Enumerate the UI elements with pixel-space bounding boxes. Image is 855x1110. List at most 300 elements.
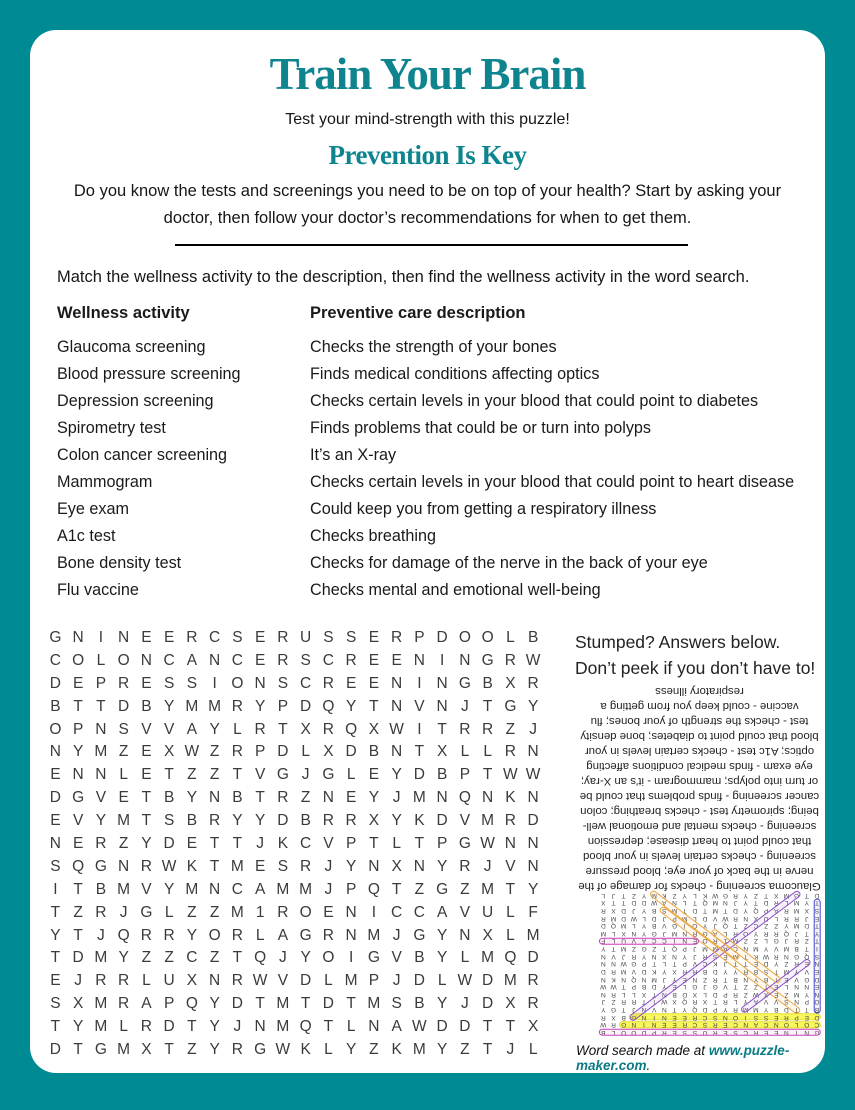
grid-letter: L — [233, 720, 242, 738]
key-letter: R — [600, 914, 606, 922]
grid-letter: V — [391, 949, 402, 967]
key-letter: K — [753, 952, 759, 960]
key-letter: Q — [692, 1006, 698, 1014]
key-letter: D — [702, 914, 708, 922]
grid-letter: W — [184, 743, 200, 761]
key-letter: T — [814, 937, 819, 945]
key-letter: R — [702, 952, 708, 960]
grid-letter: R — [95, 835, 107, 853]
grid-letter: N — [209, 880, 221, 898]
key-letter: J — [611, 891, 616, 899]
key-highlight-fluvaccine — [599, 937, 699, 944]
grid-letter: E — [391, 651, 402, 669]
key-letter: A — [774, 907, 779, 914]
grid-letter: N — [345, 903, 357, 921]
key-letter: I — [673, 937, 676, 945]
key-letter: E — [753, 960, 759, 968]
grid-letter: Z — [300, 789, 311, 807]
grid-letter: M — [367, 926, 381, 944]
grid-letter: M — [276, 995, 290, 1013]
key-letter: N — [804, 983, 810, 991]
grid-letter: R — [504, 743, 516, 761]
key-letter: R — [611, 1021, 616, 1029]
grid-row — [44, 696, 545, 719]
grid-letter: Y — [391, 766, 402, 784]
key-letter: N — [641, 975, 647, 983]
key-letter: R — [692, 929, 698, 937]
key-letter: N — [692, 975, 698, 983]
grid-letter: Y — [186, 789, 198, 807]
grid-letter: T — [187, 1018, 197, 1036]
key-letter: T — [733, 922, 738, 930]
key-letter: M — [793, 922, 800, 930]
key-letter: R — [621, 998, 627, 1006]
stumped-line2: Don’t peek if you don’t have to! — [575, 658, 816, 678]
key-letter: T — [753, 899, 758, 907]
key-letter: Z — [743, 922, 748, 930]
key-letter: L — [774, 914, 779, 922]
key-letter: X — [641, 990, 647, 998]
key-letter: M — [671, 907, 678, 914]
grid-letter: O — [49, 720, 62, 738]
key-letter: V — [804, 968, 809, 975]
grid-letter: Y — [527, 880, 539, 898]
grid-letter: R — [345, 812, 357, 830]
key-letter: Q — [783, 929, 789, 937]
key-letter: J — [632, 907, 636, 914]
grid-letter: T — [73, 926, 83, 944]
key-letter: D — [814, 975, 820, 983]
grid-letter: L — [324, 1041, 333, 1059]
grid-letter: Z — [369, 1041, 379, 1059]
key-letter: I — [816, 945, 818, 953]
key-letter: E — [723, 1029, 728, 1036]
grid-letter: Z — [209, 949, 220, 967]
key-letter: Q — [804, 952, 810, 960]
match-table — [57, 300, 807, 604]
grid-letter: C — [49, 651, 61, 669]
key-letter: V — [794, 975, 799, 983]
grid-letter: J — [483, 857, 492, 875]
key-letter: N — [600, 990, 606, 998]
grid-letter: V — [459, 903, 471, 921]
grid-letter: I — [53, 880, 58, 898]
wellness-activity: Depression screening — [57, 392, 214, 410]
grid-letter: X — [163, 743, 175, 761]
key-letter: M — [671, 929, 678, 937]
grid-letter: Y — [345, 1041, 357, 1059]
grid-letter: P — [163, 995, 175, 1013]
grid-letter: J — [74, 972, 82, 990]
key-letter: Z — [804, 937, 809, 945]
grid-letter: M — [117, 812, 131, 830]
key-letter: G — [671, 922, 678, 930]
grid-letter: M — [503, 972, 517, 990]
grid-letter: M — [526, 926, 540, 944]
grid-letter: K — [391, 1041, 402, 1059]
care-description: Checks for damage of the nerve in the back of your eye — [310, 554, 708, 572]
key-letter: O — [692, 922, 698, 930]
grid-letter: X — [300, 720, 311, 738]
grid-letter: T — [482, 1018, 493, 1036]
grid-letter: N — [209, 651, 221, 669]
grid-letter: X — [186, 972, 198, 990]
key-letter: M — [793, 899, 800, 907]
grid-letter: G — [276, 766, 289, 784]
grid-row — [44, 741, 545, 764]
key-letter: T — [662, 945, 667, 953]
grid-letter: R — [118, 674, 130, 692]
key-letter: T — [621, 891, 626, 899]
key-letter: V — [631, 968, 637, 975]
grid-letter: K — [186, 857, 198, 875]
grid-letter: P — [414, 629, 425, 646]
grid-letter: R — [277, 789, 289, 807]
key-letter: M — [732, 937, 739, 945]
grid-letter: Y — [72, 1018, 84, 1036]
key-letter: X — [611, 1013, 616, 1021]
grid-letter: L — [346, 1018, 356, 1036]
key-letter: J — [662, 914, 666, 922]
grid-letter: R — [140, 857, 152, 875]
grid-letter: T — [209, 857, 220, 875]
key-letter: M — [793, 990, 800, 998]
key-letter: T — [652, 990, 657, 998]
key-letter: Y — [641, 907, 647, 914]
grid-letter: V — [141, 720, 152, 738]
key-letter: Z — [743, 983, 748, 991]
key-letter: W — [712, 891, 719, 899]
grid-letter: T — [505, 880, 516, 898]
grid-letter: B — [50, 697, 61, 715]
key-letter: M — [742, 1006, 749, 1014]
key-letter: Z — [774, 922, 779, 930]
grid-letter: R — [231, 697, 243, 715]
grid-letter: L — [301, 743, 310, 761]
key-letter: X — [672, 998, 677, 1006]
key-letter: R — [611, 968, 616, 975]
grid-letter: Y — [436, 857, 448, 875]
grid-letter: E — [345, 789, 357, 807]
key-letter: T — [733, 960, 738, 968]
grid-letter: V — [414, 697, 425, 715]
grid-letter: O — [299, 903, 312, 921]
grid-letter: T — [255, 789, 265, 807]
key-letter: O — [702, 937, 708, 945]
grid-letter: D — [163, 1018, 175, 1036]
grid-letter: L — [483, 743, 492, 761]
key-letter: X — [804, 907, 809, 914]
grid-letter: C — [300, 835, 312, 853]
key-letter: B — [601, 1029, 606, 1036]
grid-letter: R — [95, 972, 107, 990]
grid-letter: A — [254, 880, 266, 898]
key-letter: W — [600, 1021, 607, 1029]
key-letter: M — [702, 945, 708, 953]
grid-letter: I — [98, 629, 104, 646]
grid-letter: N — [368, 857, 380, 875]
key-letter: Y — [641, 922, 647, 930]
grid-letter: L — [437, 972, 447, 990]
grid-letter: S — [391, 995, 402, 1013]
key-letter: L — [631, 922, 636, 930]
grid-letter: J — [119, 903, 128, 921]
grid-letter: M — [299, 880, 313, 898]
match-row — [57, 442, 807, 469]
key-letter: A — [753, 1021, 759, 1029]
key-letter: O — [621, 1029, 627, 1036]
grid-letter: N — [436, 674, 448, 692]
grid-letter: M — [94, 995, 108, 1013]
key-letter: N — [641, 1006, 647, 1014]
grid-letter: Q — [367, 880, 380, 898]
key-letter: N — [631, 1021, 637, 1029]
grid-letter: X — [72, 995, 84, 1013]
key-letter: J — [693, 945, 697, 953]
key-letter: B — [753, 968, 759, 975]
key-letter: V — [631, 937, 637, 945]
grid-letter: M — [94, 1018, 108, 1036]
grid-letter: G — [140, 903, 153, 921]
key-letter: B — [794, 945, 799, 953]
grid-letter: Z — [73, 903, 83, 921]
key-letter: T — [611, 945, 616, 953]
grid-letter: N — [345, 926, 357, 944]
match-table-rows — [57, 334, 807, 604]
key-letter: M — [732, 952, 739, 960]
grid-row — [44, 925, 545, 948]
grid-letter: D — [436, 1018, 448, 1036]
key-letter: T — [713, 998, 718, 1006]
key-letter: X — [621, 929, 626, 937]
key-letter: Y — [723, 1006, 728, 1014]
key-letter: R — [784, 1013, 789, 1021]
key-letter: Q — [682, 998, 688, 1006]
grid-letter: O — [481, 629, 494, 646]
grid-letter: G — [49, 629, 62, 646]
grid-letter: O — [322, 949, 335, 967]
grid-letter: R — [186, 629, 198, 646]
key-letter: M — [783, 968, 790, 975]
grid-letter: B — [232, 789, 243, 807]
key-letter: Y — [733, 968, 738, 975]
grid-letter: E — [141, 629, 152, 646]
grid-row — [44, 902, 545, 925]
key-letter: S — [753, 1013, 759, 1021]
key-letter: Q — [610, 922, 617, 930]
grid-letter: I — [417, 674, 422, 692]
key-letter: 1 — [723, 937, 728, 945]
key-letter: J — [662, 929, 666, 937]
grid-row — [44, 1016, 545, 1039]
key-letter: T — [621, 983, 626, 991]
key-letter: Y — [743, 998, 748, 1006]
grid-letter: P — [436, 835, 448, 853]
key-letter: N — [773, 1021, 779, 1029]
grid-letter: Y — [209, 1041, 220, 1059]
key-letter: D — [733, 907, 738, 914]
key-letter: O — [783, 1021, 789, 1029]
grid-letter: G — [413, 926, 426, 944]
grid-letter: Q — [322, 697, 335, 715]
care-description: Finds medical conditions affecting optics — [310, 365, 600, 383]
grid-letter: Y — [391, 812, 402, 830]
grid-letter: M — [276, 880, 290, 898]
key-letter: R — [733, 891, 738, 899]
key-letter: N — [784, 1029, 789, 1036]
grid-letter: L — [506, 629, 515, 646]
key-letter: L — [794, 1021, 799, 1029]
key-letter: W — [661, 998, 668, 1006]
grid-letter: R — [118, 972, 130, 990]
grid-letter: O — [231, 674, 244, 692]
key-letter: X — [774, 891, 779, 899]
grid-letter: X — [527, 1018, 539, 1036]
grid-letter: G — [254, 1041, 267, 1059]
grid-letter: K — [414, 812, 425, 830]
key-letter: M — [712, 945, 718, 953]
grid-letter: D — [49, 674, 61, 692]
key-letter: O — [804, 1021, 810, 1029]
wellness-activity: Blood pressure screening — [57, 365, 241, 383]
grid-letter: I — [417, 720, 422, 738]
key-letter: C — [702, 960, 708, 968]
grid-letter: C — [231, 880, 243, 898]
key-letter: J — [723, 960, 728, 968]
key-letter: L — [611, 929, 616, 937]
key-letter: T — [611, 899, 616, 907]
key-letter: K — [702, 891, 708, 899]
grid-letter: P — [345, 835, 357, 853]
key-letter: L — [621, 990, 626, 998]
grid-letter: N — [209, 972, 221, 990]
key-letter: P — [651, 1029, 657, 1036]
grid-letter: V — [277, 972, 289, 990]
grid-row — [44, 764, 545, 787]
grid-letter: E — [141, 766, 152, 784]
key-letter: N — [621, 975, 627, 983]
key-letter: D — [763, 960, 769, 968]
key-letter: W — [620, 960, 627, 968]
grid-letter: N — [72, 766, 84, 784]
grid-letter: X — [323, 743, 334, 761]
wellness-activity: Spirometry test — [57, 419, 166, 437]
key-letter: G — [814, 1029, 820, 1036]
key-letter: E — [672, 983, 677, 991]
key-letter: J — [713, 922, 717, 930]
grid-letter: D — [163, 835, 175, 853]
grid-letter: D — [482, 972, 494, 990]
grid-letter: L — [142, 972, 151, 990]
grid-letter: Z — [414, 880, 425, 898]
grid-letter: L — [255, 926, 265, 944]
match-row — [57, 415, 807, 442]
key-letter: L — [784, 983, 789, 991]
key-letter: D — [641, 968, 647, 975]
match-row — [57, 496, 807, 523]
key-letter: T — [794, 1006, 799, 1014]
grid-letter: T — [73, 880, 83, 898]
grid-letter: Y — [436, 1041, 448, 1059]
key-letter: D — [651, 914, 657, 922]
key-letter: S — [784, 998, 789, 1006]
key-letter: W — [762, 952, 770, 960]
grid-letter: R — [391, 629, 403, 646]
key-letter: E — [682, 1013, 687, 1021]
grid-letter: B — [414, 995, 425, 1013]
grid-letter: R — [140, 926, 152, 944]
grid-letter: G — [458, 674, 471, 692]
grid-letter: G — [367, 949, 380, 967]
grid-letter: S — [345, 629, 357, 646]
grid-letter: E — [141, 743, 152, 761]
grid-letter: Z — [505, 720, 516, 738]
key-letter: E — [662, 1021, 667, 1029]
grid-letter: E — [368, 766, 380, 784]
grid-letter: P — [368, 972, 380, 990]
grid-letter: A — [436, 903, 448, 921]
grid-letter: V — [72, 812, 84, 830]
match-row — [57, 577, 807, 604]
key-letter: Y — [753, 929, 759, 937]
grid-letter: N — [391, 674, 403, 692]
grid-letter: B — [186, 812, 198, 830]
care-description: Checks breathing — [310, 527, 436, 545]
grid-letter: I — [371, 903, 377, 921]
wellness-activity: Glaucoma screening — [57, 338, 206, 356]
puzzle-maker-link[interactable]: www.puzzle-maker.com — [576, 1043, 790, 1073]
key-letter: N — [651, 1021, 657, 1029]
grid-letter: G — [322, 766, 335, 784]
grid-letter: V — [459, 812, 471, 830]
grid-letter: L — [460, 743, 470, 761]
page-subtitle: Test your mind-strength with this puzzle! — [285, 111, 570, 128]
key-letter: L — [601, 891, 606, 899]
key-letter: V — [763, 998, 769, 1006]
grid-letter: J — [279, 949, 287, 967]
key-letter: J — [632, 1006, 636, 1014]
answer-key-grid — [598, 891, 822, 1036]
grid-letter: N — [140, 651, 152, 669]
grid-letter: L — [119, 1018, 128, 1036]
grid-letter: W — [161, 857, 177, 875]
key-row — [598, 922, 822, 930]
grid-letter: L — [96, 651, 106, 669]
credit-prefix: Word search made at — [576, 1043, 709, 1058]
grid-letter: T — [164, 766, 174, 784]
key-letter: L — [631, 990, 636, 998]
key-letter: D — [712, 968, 718, 975]
grid-letter: N — [209, 789, 221, 807]
grid-letter: Q — [504, 949, 517, 967]
grid-letter: U — [300, 629, 312, 646]
key-letter: S — [692, 1029, 698, 1036]
key-letter: C — [814, 1021, 820, 1029]
grid-letter: N — [527, 857, 539, 875]
key-letter: R — [712, 1021, 718, 1029]
key-letter: L — [764, 937, 768, 945]
key-letter: V — [692, 960, 698, 968]
grid-letter: J — [392, 789, 401, 807]
grid-letter: D — [527, 812, 539, 830]
key-letter: D — [784, 1006, 789, 1014]
grid-letter: R — [504, 651, 516, 669]
key-letter: M — [793, 907, 800, 914]
key-letter: S — [814, 952, 820, 960]
key-letter: G — [621, 1021, 627, 1029]
key-letter: U — [702, 1029, 708, 1036]
grid-letter: E — [72, 835, 84, 853]
